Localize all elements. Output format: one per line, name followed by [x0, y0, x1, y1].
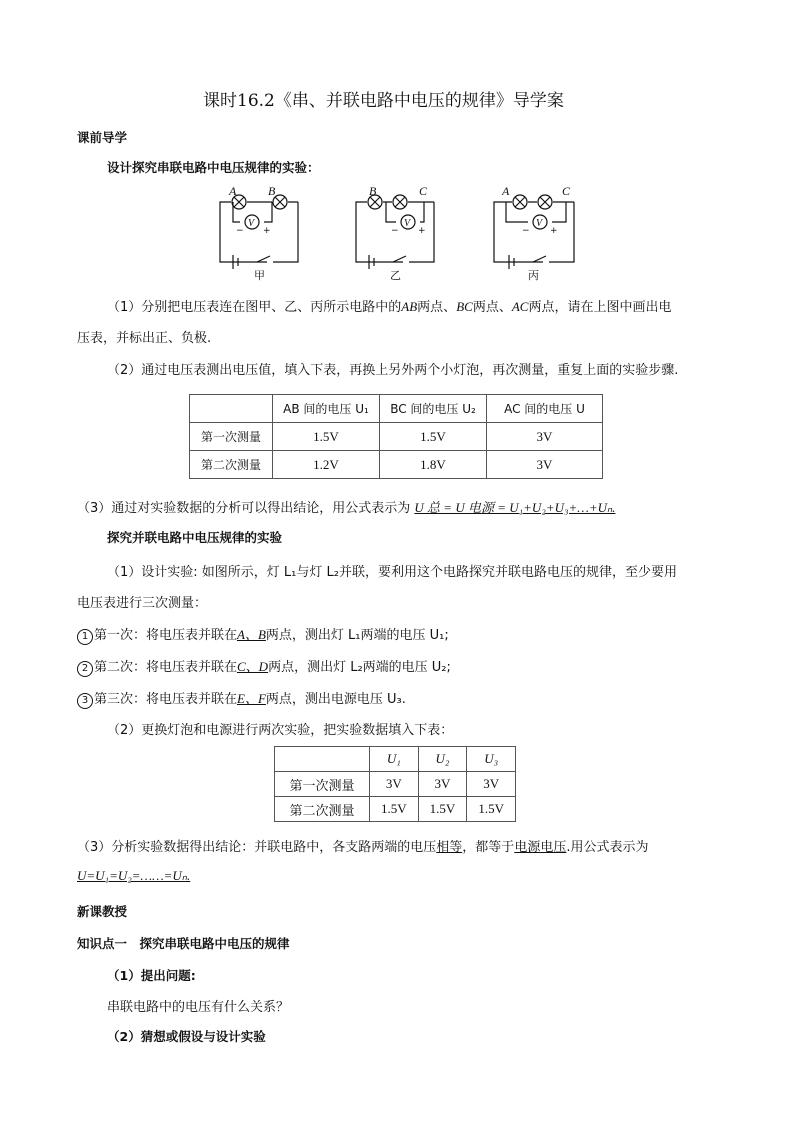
- series-q1-text-d: 两点，请在上图中画出电: [528, 300, 672, 315]
- minus-jia: −: [236, 226, 244, 236]
- voltmeter-label-jia: V: [248, 218, 255, 229]
- cell-value: 3V: [370, 772, 419, 797]
- label-B-jia: B: [268, 184, 276, 198]
- parallel-q3-line1: [77, 836, 648, 855]
- table-row: [275, 772, 516, 797]
- lesson-step1: （1）提出问题:: [107, 968, 196, 983]
- knowledge-point-1: 知识点一 探究串联电路中电压的规律: [77, 936, 290, 951]
- parallel-q1-line1: （1）设计实验: 如图所示，灯 L₁与灯 L₂并联，要利用这个电路探究并联电路电压的规律，至少要用: [107, 565, 677, 580]
- series-q1-text-c: 两点、: [472, 300, 512, 315]
- series-q3: [77, 497, 615, 516]
- minus-bing: −: [522, 226, 530, 236]
- step3-text-a: 第三次：将电压表并联在: [94, 692, 238, 707]
- series-experiment-subtitle: 设计探究串联电路中电压规律的实验：: [107, 160, 320, 175]
- col-header-u1: U₁: [370, 747, 419, 772]
- row-label: 第二次测量: [275, 797, 370, 822]
- step1-text-a: 第一次：将电压表并联在: [94, 628, 238, 643]
- voltmeter-label-yi: V: [404, 218, 411, 229]
- series-q2: （2）通过电压表测出电压值，填入下表，再换上另外两个小灯泡，再次测量，重复上面的实验步骤.: [107, 363, 679, 378]
- plus-bing: +: [550, 226, 558, 236]
- parallel-experiment-subtitle: 探究并联电路中电压规律的实验: [107, 530, 283, 545]
- label-C-yi: C: [419, 184, 428, 198]
- series-q1-line1: [107, 296, 671, 315]
- col-header-u2: BC 间的电压 U₂: [380, 395, 487, 423]
- step-number-2: 2: [77, 661, 93, 677]
- cell-value: 3V: [418, 772, 467, 797]
- caption-jia: 甲: [254, 269, 265, 282]
- row-label: 第一次测量: [190, 423, 273, 451]
- parallel-data-table: [274, 746, 516, 822]
- parallel-step2: [77, 656, 451, 677]
- parallel-step3: [77, 688, 406, 709]
- series-q3-text: （3）通过对实验数据的分析可以得出结论，用公式表示为: [77, 501, 411, 516]
- series-q1-line2: 压表，并标出正、负极.: [77, 331, 212, 346]
- step1-text-b: 两点，测出灯 L₁两端的电压 U₁;: [265, 628, 449, 643]
- label-A-jia: A: [229, 184, 237, 198]
- cell-value: 3V: [487, 423, 603, 451]
- series-circuit-diagrams: [0, 182, 794, 297]
- parallel-formula: U=U₁=U₂=……=Uₙ.: [77, 868, 191, 883]
- cell-value: 1.5V: [467, 797, 516, 822]
- parallel-q1-line2: 电压表进行三次测量：: [77, 596, 208, 611]
- parallel-q3-fill1: 相等: [436, 840, 463, 855]
- col-header-u3: U₃: [467, 747, 516, 772]
- table-row: [190, 423, 603, 451]
- step2-fill: C、D: [237, 659, 269, 674]
- table-row: [275, 797, 516, 822]
- parallel-step1: [77, 624, 449, 645]
- table-row: [190, 451, 603, 479]
- caption-yi: 乙: [390, 269, 401, 282]
- col-header-u1: AB 间的电压 U₁: [273, 395, 380, 423]
- cell-value: 3V: [487, 451, 603, 479]
- point-ac: AC: [511, 299, 529, 314]
- step1-fill: A、B: [237, 627, 266, 642]
- cell-value: 1.2V: [273, 451, 380, 479]
- plus-jia: +: [263, 226, 271, 236]
- label-C-bing: C: [562, 184, 571, 198]
- plus-yi: +: [418, 226, 426, 236]
- circuit-jia: [220, 184, 298, 282]
- step-number-3: 3: [77, 693, 93, 709]
- point-ab: AB: [401, 299, 418, 314]
- label-B-yi: B: [369, 184, 377, 198]
- lesson-step2: （2）猜想或假设与设计实验: [107, 1029, 266, 1044]
- step-number-1: 1: [77, 629, 93, 645]
- cell-value: 1.8V: [380, 451, 487, 479]
- section-heading-lesson: 新课教授: [77, 904, 128, 919]
- circuit-bing: [494, 184, 574, 282]
- col-header-u2: U₂: [418, 747, 467, 772]
- series-q1-text-a: （1）分别把电压表连在图甲、乙、丙所示电路中的: [107, 300, 402, 315]
- parallel-q3-text-a: （3）分析实验数据得出结论：并联电路中，各支路两端的电压: [77, 840, 437, 855]
- parallel-q3-text-b: ，都等于: [462, 840, 515, 855]
- label-A-bing: A: [502, 184, 510, 198]
- parallel-q3-text-c: .用公式表示为: [566, 840, 649, 855]
- series-q1-text-b: 两点、: [417, 300, 457, 315]
- cell-value: 1.5V: [380, 423, 487, 451]
- step3-text-b: 两点，测出电源电压 U₃.: [265, 692, 406, 707]
- parallel-q3-fill2: 电源电压: [514, 840, 567, 855]
- circuit-yi: [356, 184, 434, 282]
- row-label: 第二次测量: [190, 451, 273, 479]
- table-corner: [275, 747, 370, 772]
- page-title: 课时16.2《串、并联电路中电压的规律》导学案: [203, 91, 564, 111]
- voltmeter-label-bing: V: [536, 218, 543, 229]
- lesson-question: 串联电路中的电压有什么关系？: [107, 1000, 290, 1015]
- step2-text-b: 两点，测出灯 L₂两端的电压 U₂;: [268, 660, 451, 675]
- step2-text-a: 第二次：将电压表并联在: [94, 660, 238, 675]
- cell-value: 1.5V: [273, 423, 380, 451]
- minus-yi: −: [391, 226, 399, 236]
- series-formula: U 总 = U 电源 = U₁+U₂+U₃+…+Uₙ.: [414, 500, 616, 515]
- cell-value: 3V: [467, 772, 516, 797]
- row-label: 第一次测量: [275, 772, 370, 797]
- cell-value: 1.5V: [370, 797, 419, 822]
- point-bc: BC: [456, 299, 473, 314]
- step3-fill: E、F: [237, 691, 266, 706]
- table-corner: [190, 395, 273, 423]
- caption-bing: 丙: [528, 269, 539, 282]
- cell-value: 1.5V: [418, 797, 467, 822]
- series-data-table: [189, 394, 603, 479]
- col-header-u: AC 间的电压 U: [487, 395, 603, 423]
- parallel-q2: （2）更换灯泡和电源进行两次实验，把实验数据填入下表：: [107, 723, 454, 738]
- section-heading-preview: 课前导学: [77, 130, 128, 145]
